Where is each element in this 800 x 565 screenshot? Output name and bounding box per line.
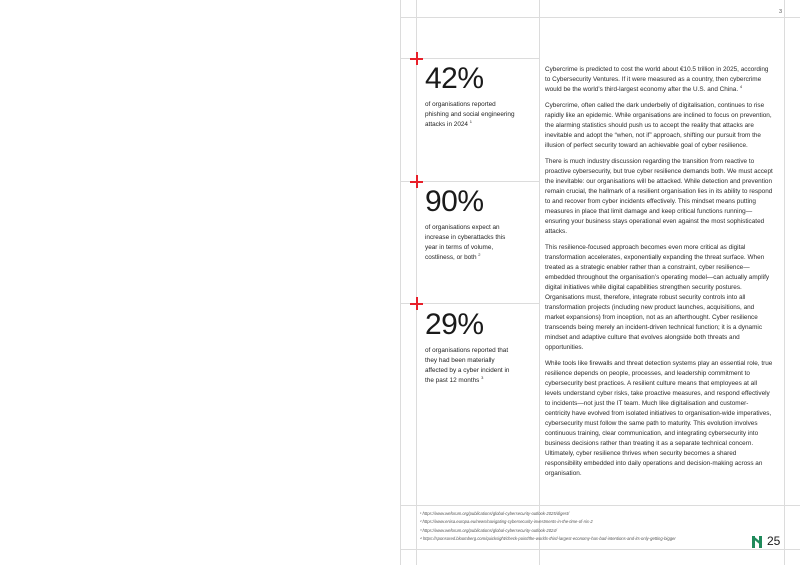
- red-cross-marker: [410, 175, 423, 188]
- footnote: ¹ https://www.weforum.org/publications/global-cybersecurity-outlook-2025/digest/: [420, 511, 570, 516]
- paragraph: This resilience-focused approach becomes even more critical as digital transformation accelerates, exponentially expanding the threat surface. When treated as a strategic enabler rather than a constraint, cyber resilience—embedded throughout the organisation’s operating model—can actually amplify digital initiatives while digital capabilities strengthen security postures. Organisations must, therefore, integrate robust security controls into all transformation projects (including new product launches, acquisitions, and market expansions) from inception, not as an afterthought. Cyber resilience transcends being merely an incident-driven technical function; it is a dynamic mindset and adaptive culture that evolves alongside both threats and opportunities.: [545, 244, 770, 351]
- footnote-ref: 4: [739, 83, 743, 89]
- page-number: 3: [779, 9, 783, 15]
- footnote: ² https://www.enisa.europa.eu/news/navigating-cybersecurity-investments-in-the-time-of-nis-2: [420, 519, 593, 525]
- stat-block: [425, 64, 525, 130]
- stat-value: 90%: [425, 185, 484, 218]
- brand-logo-icon: [752, 536, 762, 548]
- body-text: [545, 65, 773, 485]
- stat-value: 42%: [425, 62, 484, 95]
- paragraph: Cybercrime is predicted to cost the world about €10.5 trillion in 2025, according to Cybersecurity Ventures. If it were measured as a country, then cybercrime would be the world’s third-largest economy after the U.S. and China. $^4$: [545, 66, 769, 93]
- grid-line: [400, 17, 800, 18]
- footnote-ref: 3: [481, 374, 484, 380]
- grid-line: [400, 505, 800, 506]
- grid-line: [784, 0, 785, 565]
- red-cross-marker: [410, 52, 423, 65]
- footnotes: [420, 510, 676, 543]
- stat-block: [425, 187, 525, 263]
- paragraph: While tools like firewalls and threat detection systems play an essential role, true resilience depends on people, processes, and leadership commitment to cybersecurity best practices. A resilient culture means that employees at all levels understand cyber risks, take proactive measures, and respond effectively to incidents—not just the IT team. Much like digitalisation and customer-centricity have evolved from isolated initiatives to organisation-wide imperatives, cybersecurity must follow the same path to maturity. This evolution involves continuous training, clear communication, and integrating cybersecurity into business decisions rather than treating it as a separate technical concern. Ultimately, cyber resilience thrives when security becomes a shared responsibility embedded into daily operations and decision-making across an organisation.: [545, 360, 773, 477]
- footnote: ⁴ https://sponsored.bloomberg.com/quicksight/check-point/the-worlds-third-largest-economy-has-bad-intentions-and-its-only-getting-bigger: [420, 535, 676, 541]
- stat-value: 29%: [425, 308, 484, 341]
- paragraph: There is much industry discussion regarding the transition from reactive to proactive cybersecurity, but true cyber resilience demands both. We must accept the inevitable: our organisations will be attacked. While detection and prevention remain crucial, the hallmark of a resilient organisation lies in its ability to respond to and recover from cyber incidents effectively. This mindset means putting measures in place that limit damage and keep critical functions running—ensuring your business stays operational even against the most sophisticated attacks.: [545, 158, 773, 235]
- grid-line: [400, 0, 401, 565]
- grid-line: [416, 0, 417, 565]
- stat-block: [425, 310, 525, 386]
- paragraph: Cybercrime, often called the dark underbelly of digitalisation, continues to rise rapidly like an epidemic. While organisations are inclined to focus on prevention, the alarming statistics should push us to accept the reality that attacks are inevitable and adopt the “when, not if” approach, shifting our pursuit from the illusion of perfect security toward an achievable goal of cyber resilience.: [545, 102, 772, 149]
- footnote-ref: 1: [469, 118, 473, 124]
- grid-line: [539, 0, 540, 565]
- folio-number: 25: [767, 534, 781, 548]
- red-cross-marker: [410, 297, 423, 310]
- stat-caption: of organisations reported that they had been materially affected by a cyber incident in the past 12 months $^3$: [425, 347, 510, 384]
- grid-line: [400, 549, 800, 550]
- stat-caption: of organisations expect an increase in cyberattacks this year in terms of volume, costliness, or both $^2$: [425, 224, 506, 261]
- footnote-ref: 2: [478, 251, 481, 257]
- footnote: ³ https://www.weforum.org/publications/global-cybersecurity-outlook-2024/: [420, 527, 557, 533]
- stat-caption: of organisations reported phishing and social engineering attacks in 2024 $^1$: [425, 101, 515, 128]
